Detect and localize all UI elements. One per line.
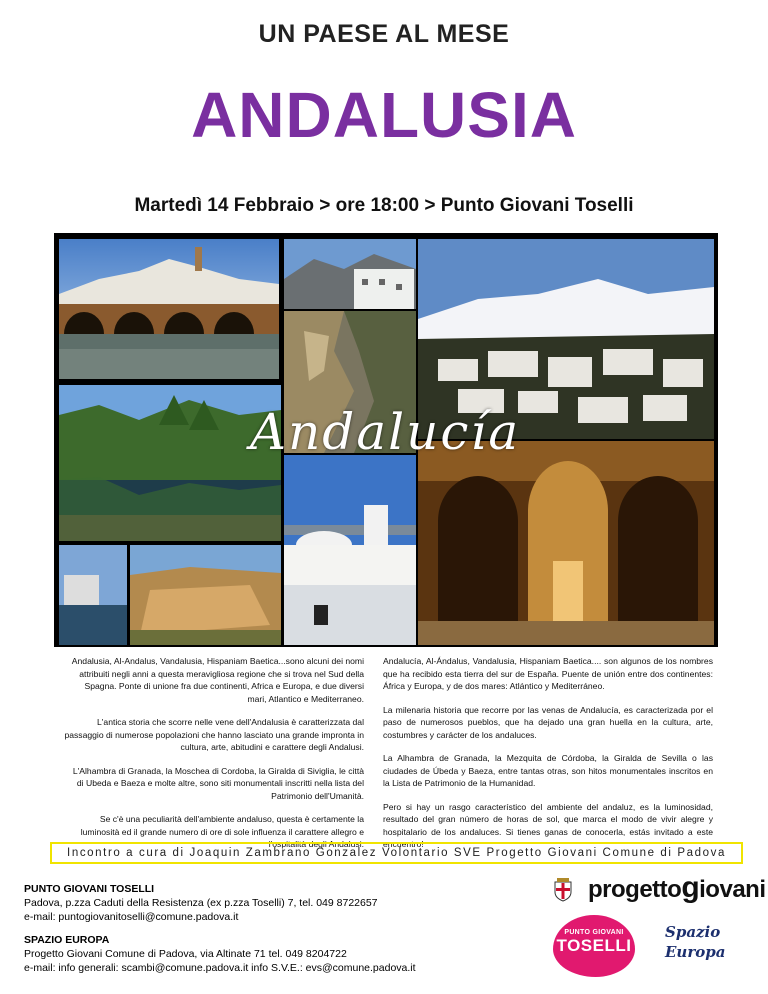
contact-email: e-mail: puntogiovanitoselli@comune.padova.it [24, 911, 239, 923]
photo-white-village [284, 239, 416, 309]
contact-name: SPAZIO EUROPA [24, 934, 110, 946]
photo-white-chapel [284, 455, 416, 645]
contact-toselli [24, 882, 378, 924]
es-paragraph: Andalucía, Al-Ándalus, Vandalusia, Hispaniam Baetica.... son algunos de los nombres que ha recibido esta tierra del sur de España. Puente de unión entre dos continentes: África y Europa, y de dos mares: Atlántico y Mediterráneo. [383, 656, 713, 691]
pg-suffix: iovani [699, 876, 766, 903]
spazio-logo-line1: Spazio [665, 923, 721, 941]
spazio-logo-line2: Europa [665, 943, 726, 961]
it-paragraph: Se c'è una peculiarità dell'ambiente andaluso, questa è certamente la luminosità ed il grande numero di ore di sole influenza il carattere allegro e l'ospitalità degli Andalusi. [80, 814, 364, 849]
es-paragraph: Pero si hay un rasgo característico del ambiente del andaluz, es la luminosidad, resultado del gran número de horas de sol, que marca el modo de vivir alegre y hospitalario de los andaluces. Si tienes ganas de conocerla, estás invitado a este encuentro! [383, 801, 713, 849]
photo-alhambra-arches [418, 441, 714, 645]
it-paragraph: L'Alhambra di Granada, la Moschea di Cordoba, la Giralda di Siviglia, le città di Ubeda e Baeza e molte altre, sono siti monumentali inscritti nella lista del Patrimonio dell'Umanità. [72, 765, 364, 801]
padova-emblem-icon [553, 878, 573, 902]
photo-coastal-town [59, 545, 127, 645]
progetto-giovani-logo [588, 871, 766, 905]
es-paragraph: La milenaria historia que recorre por las venas de Andalucía, es caracterizada por el paso de numerosos pueblos, que ha dejado una gran huella en la cultura, arte, costumbres y carácter de los andaluces. [383, 704, 713, 740]
kicker-title: UN PAESE AL MESE [258, 20, 510, 48]
photo-quarry [130, 545, 281, 645]
photo-lake-forest [59, 385, 281, 541]
photo-town-bridge [59, 239, 279, 379]
toselli-logo-top: PUNTO GIOVANI [564, 929, 624, 936]
spazio-europa-logo [665, 922, 725, 962]
it-paragraph: Andalusia, Al-Andalus, Vandalusia, Hispaniam Baetica...sono alcuni dei nomi attribuiti negli anni a questa meravigliosa regione che si trova nel Sud della Spagna. Ponte di unione fra due continenti, Africa e Europa, e due diversi mari, Atlantico e Mediterraneo. [71, 656, 364, 704]
organizer-banner: Incontro a cura di Joaquin Zambrano Gonzalez Volontario SVE Progetto Giovani Comune di Padova [50, 842, 743, 864]
pg-prefix: progetto [588, 876, 682, 903]
es-paragraph: La Alhambra de Granada, la Mezquita de Córdoba, la Giralda de Sevilla o las ciudades de Úbeda y Baeza, entre tantas otras, son hitos monumentales inscritos en la Lista de Patrimonio de la Humanidad. [383, 753, 713, 788]
main-title: ANDALUSIA [191, 79, 577, 151]
contact-address: Padova, p.zza Caduti della Resistenza (ex p.zza Toselli) 7, tel. 049 8722657 [24, 897, 378, 909]
contact-address: Progetto Giovani Comune di Padova, via Altinate 71 tel. 049 8204722 [24, 948, 347, 960]
toselli-logo [553, 915, 635, 977]
contact-name: PUNTO GIOVANI TOSELLI [24, 883, 155, 895]
contact-spazio-europa [24, 933, 416, 975]
it-paragraph: L'antica storia che scorre nelle vene dell'Andalusia è caratterizzata dal passaggio di numerose popolazioni che hanno lasciato una grande impronta in cultura, arte, abitudini e carattere degli Andalusi. [64, 717, 364, 752]
photo-collage [54, 233, 718, 647]
italian-text [64, 655, 364, 862]
event-details: Martedì 14 Febbraio > ore 18:00 > Punto Giovani Toselli [134, 195, 634, 216]
toselli-logo-main: TOSELLI [556, 936, 632, 955]
contact-email: e-mail: info generali: scambi@comune.padova.it info S.V.E.: evs@comune.padova.it [24, 962, 416, 974]
andalucia-logo: Andalucía [250, 403, 521, 461]
pg-g: g [681, 871, 700, 904]
spanish-text [383, 655, 713, 862]
